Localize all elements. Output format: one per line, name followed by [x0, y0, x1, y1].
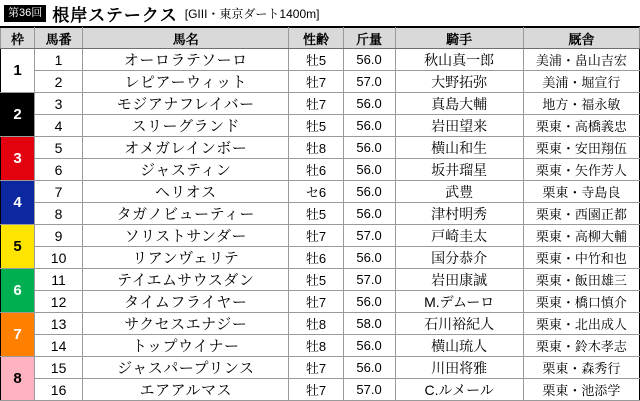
sex-age: 牡7 [289, 225, 343, 247]
jockey-name: 岩田望来 [395, 115, 523, 137]
horse-name: ヘリオス [83, 181, 289, 203]
horse-name: ジャスパープリンス [83, 357, 289, 379]
stable-name: 栗東・飯田雄三 [523, 269, 639, 291]
horse-number: 3 [35, 93, 83, 115]
horse-name: テイエムサウスダン [83, 269, 289, 291]
horse-number: 8 [35, 203, 83, 225]
table-row[interactable] [1, 181, 640, 203]
jockey-name: 大野拓弥 [395, 71, 523, 93]
column-header-weight: 斤量 [343, 28, 395, 49]
jockey-name: 坂井瑠星 [395, 159, 523, 181]
waku-number: 6 [1, 269, 35, 313]
handicap-weight: 56.0 [343, 159, 395, 181]
handicap-weight: 57.0 [343, 225, 395, 247]
sex-age: 牡8 [289, 137, 343, 159]
stable-name: 栗東・鈴木孝志 [523, 335, 639, 357]
waku-number: 3 [1, 137, 35, 181]
sex-age: 牡5 [289, 49, 343, 71]
sex-age: 牡7 [289, 357, 343, 379]
horse-name: タガノビューティー [83, 203, 289, 225]
waku-number: 1 [1, 49, 35, 93]
table-row[interactable] [1, 93, 640, 115]
sex-age: 牡7 [289, 291, 343, 313]
horse-name: タイムフライヤー [83, 291, 289, 313]
horse-name: トップウイナー [83, 335, 289, 357]
table-header-row [1, 28, 640, 49]
waku-number: 7 [1, 313, 35, 357]
jockey-name: 石川裕紀人 [395, 313, 523, 335]
jockey-name: C.ルメール [395, 379, 523, 401]
sex-age: 牡8 [289, 335, 343, 357]
sex-age: 牡5 [289, 269, 343, 291]
column-header-jockey: 騎手 [395, 28, 523, 49]
handicap-weight: 56.0 [343, 93, 395, 115]
stable-name: 栗東・高橋義忠 [523, 115, 639, 137]
horse-name: リアンヴェリテ [83, 247, 289, 269]
table-row[interactable] [1, 203, 640, 225]
sex-age: セ6 [289, 181, 343, 203]
handicap-weight: 56.0 [343, 247, 395, 269]
sex-age: 牡6 [289, 159, 343, 181]
horse-number: 7 [35, 181, 83, 203]
handicap-weight: 56.0 [343, 181, 395, 203]
column-header-waku: 枠 [1, 28, 35, 49]
table-row[interactable] [1, 71, 640, 93]
horse-name: ジャスティン [83, 159, 289, 181]
stable-name: 栗東・池添学 [523, 379, 639, 401]
horse-number: 14 [35, 335, 83, 357]
table-row[interactable] [1, 291, 640, 313]
stable-name: 栗東・安田翔伍 [523, 137, 639, 159]
table-row[interactable] [1, 269, 640, 291]
horse-number: 9 [35, 225, 83, 247]
horse-number: 5 [35, 137, 83, 159]
sex-age: 牡7 [289, 93, 343, 115]
column-header-name: 馬名 [83, 28, 289, 49]
handicap-weight: 57.0 [343, 269, 395, 291]
horse-name: モジアナフレイバー [83, 93, 289, 115]
table-row[interactable] [1, 357, 640, 379]
column-header-umaban: 馬番 [35, 28, 83, 49]
jockey-name: 横山和生 [395, 137, 523, 159]
stable-name: 栗東・北出成人 [523, 313, 639, 335]
entry-table-body [1, 49, 640, 401]
table-row[interactable] [1, 159, 640, 181]
horse-number: 15 [35, 357, 83, 379]
horse-name: サクセスエナジー [83, 313, 289, 335]
horse-number: 6 [35, 159, 83, 181]
sex-age: 牡8 [289, 313, 343, 335]
jockey-name: 横山琉人 [395, 335, 523, 357]
sex-age: 牡5 [289, 203, 343, 225]
jockey-name: 岩田康誠 [395, 269, 523, 291]
handicap-weight: 56.0 [343, 357, 395, 379]
stable-name: 栗東・西園正都 [523, 203, 639, 225]
stable-name: 栗東・高柳大輔 [523, 225, 639, 247]
horse-number: 4 [35, 115, 83, 137]
stable-name: 栗東・寺島良 [523, 181, 639, 203]
table-row[interactable] [1, 379, 640, 401]
jockey-name: 川田将雅 [395, 357, 523, 379]
horse-number: 1 [35, 49, 83, 71]
stable-name: 栗東・中竹和也 [523, 247, 639, 269]
table-row[interactable] [1, 49, 640, 71]
jockey-name: 戸崎圭太 [395, 225, 523, 247]
stable-name: 栗東・矢作芳人 [523, 159, 639, 181]
sex-age: 牡7 [289, 71, 343, 93]
table-row[interactable] [1, 137, 640, 159]
race-round-badge: 第36回 [4, 5, 46, 22]
horse-number: 12 [35, 291, 83, 313]
table-row[interactable] [1, 115, 640, 137]
handicap-weight: 56.0 [343, 49, 395, 71]
column-header-sex: 性齢 [289, 28, 343, 49]
horse-number: 16 [35, 379, 83, 401]
waku-number: 8 [1, 357, 35, 401]
waku-number: 2 [1, 93, 35, 137]
handicap-weight: 57.0 [343, 71, 395, 93]
table-row[interactable] [1, 335, 640, 357]
race-conditions: [GIII・東京ダート1400m] [184, 6, 320, 21]
horse-number: 11 [35, 269, 83, 291]
horse-number: 10 [35, 247, 83, 269]
table-row[interactable] [1, 313, 640, 335]
stable-name: 栗東・森秀行 [523, 357, 639, 379]
horse-number: 2 [35, 71, 83, 93]
horse-name: オメガレインボー [83, 137, 289, 159]
horse-name: レピアーウィット [83, 71, 289, 93]
sex-age: 牡5 [289, 115, 343, 137]
jockey-name: M.デムーロ [395, 291, 523, 313]
waku-number: 5 [1, 225, 35, 269]
waku-number: 4 [1, 181, 35, 225]
handicap-weight: 56.0 [343, 335, 395, 357]
horse-name: オーロラテソーロ [83, 49, 289, 71]
jockey-name: 真島大輔 [395, 93, 523, 115]
handicap-weight: 58.0 [343, 313, 395, 335]
stable-name: 美浦・堀宣行 [523, 71, 639, 93]
stable-name: 栗東・橋口慎介 [523, 291, 639, 313]
horse-name: ソリストサンダー [83, 225, 289, 247]
sex-age: 牡7 [289, 379, 343, 401]
entry-table [0, 27, 640, 401]
handicap-weight: 57.0 [343, 379, 395, 401]
stable-name: 美浦・畠山吉宏 [523, 49, 639, 71]
horse-name: スリーグランド [83, 115, 289, 137]
handicap-weight: 56.0 [343, 115, 395, 137]
table-row[interactable] [1, 225, 640, 247]
horse-number: 13 [35, 313, 83, 335]
sex-age: 牡6 [289, 247, 343, 269]
page-title: 根岸ステークス [52, 5, 178, 25]
handicap-weight: 56.0 [343, 291, 395, 313]
jockey-name: 津村明秀 [395, 203, 523, 225]
jockey-name: 国分恭介 [395, 247, 523, 269]
jockey-name: 秋山真一郎 [395, 49, 523, 71]
jockey-name: 武豊 [395, 181, 523, 203]
race-title-bar [0, 0, 640, 27]
handicap-weight: 56.0 [343, 203, 395, 225]
table-row[interactable] [1, 247, 640, 269]
column-header-stable: 厩舎 [523, 28, 639, 49]
handicap-weight: 56.0 [343, 137, 395, 159]
stable-name: 地方・福永敏 [523, 93, 639, 115]
horse-name: エアアルマス [83, 379, 289, 401]
